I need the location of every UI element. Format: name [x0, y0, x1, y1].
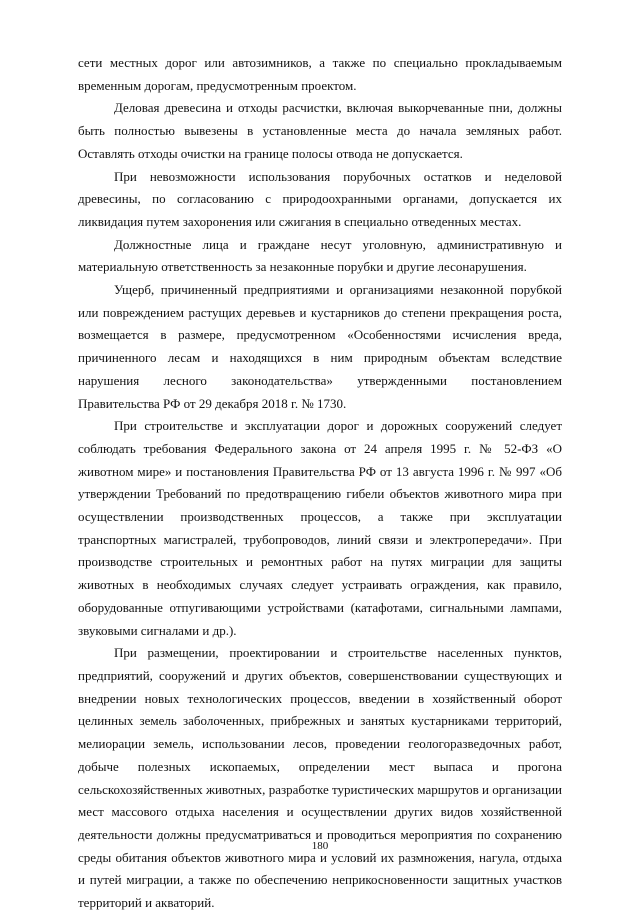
page-number: 180	[311, 840, 329, 852]
body-text	[78, 52, 562, 915]
paragraph-3: При невозможности использования порубочных остатков и неделовой древесины, по согласованию с природоохранными органами, допускается их ликвидация путем захоронения или сжигания в специально отведенных местах.	[78, 168, 562, 229]
paragraph-7: При размещении, проектировании и строительстве населенных пунктов, предприятий, сооружений и других объектов, совершенствовании существующих и внедрении новых технологических процессов, введении в хозяйственный оборот целинных земель заболоченных, прибрежных и занятых кустарниками территорий, мелиорации земель, использовании лесов, проведении геологоразведочных работ, добыче полезных ископаемых, определении мест выпаса и прогона сельскохозяйственных животных, разработке туристических маршрутов и организации мест массового отдыха населения и осуществлении других видов хозяйственной деятельности должны предусматриваться и проводиться мероприятия по сохранению среды обитания объектов животного мира и условий их размножения, нагула, отдыха и путей миграции, а также по обеспечению неприкосновенности защитных участков территорий и акваторий.	[78, 645, 562, 911]
paragraph-6: При строительстве и эксплуатации дорог и дорожных сооружений следует соблюдать требования Федерального закона от 24 апреля 1995 г. № 52-ФЗ «О животном мире» и постановления Правительства РФ от 13 августа 1996 г. № 997 «Об утверждении Требований по предотвращению гибели объектов животного мира при осуществлении производственных процессов, а также при эксплуатации транспортных магистралей, трубопроводов, линий связи и электропередачи». При производстве строительных и ремонтных работ на путях миграции для защиты животных в необходимых случаях следует устраивать ограждения, как правило, оборудованные отпугивающими устройствами (катафотами, сигнальными лампами, звуковыми сигналами и др.).	[78, 418, 562, 638]
paragraph-2: Деловая древесина и отходы расчистки, включая выкорчеванные пни, должны быть полностью вывезены в установленные места до начала земляных работ. Оставлять отходы очистки на границе полосы отвода не допускается.	[78, 100, 562, 161]
paragraph-5: Ущерб, причиненный предприятиями и организациями незаконной порубкой или повреждением растущих деревьев и кустарников до степени прекращения роста, возмещается в размере, предусмотренном «Особенностями исчисления вреда, причиненного лесам и находящихся в ним природным объектам вследствие нарушения лесного законодательства» утвержденными постановлением Правительства РФ от 29 декабря 2018 г. № 1730.	[78, 282, 562, 411]
paragraph-1: сети местных дорог или автозимников, а также по специально прокладываемым временным дорогам, предусмотренным проектом.	[78, 55, 562, 93]
paragraph-4: Должностные лица и граждане несут уголовную, административную и материальную ответственность за незаконные порубки и другие лесонарушения.	[78, 236, 562, 275]
